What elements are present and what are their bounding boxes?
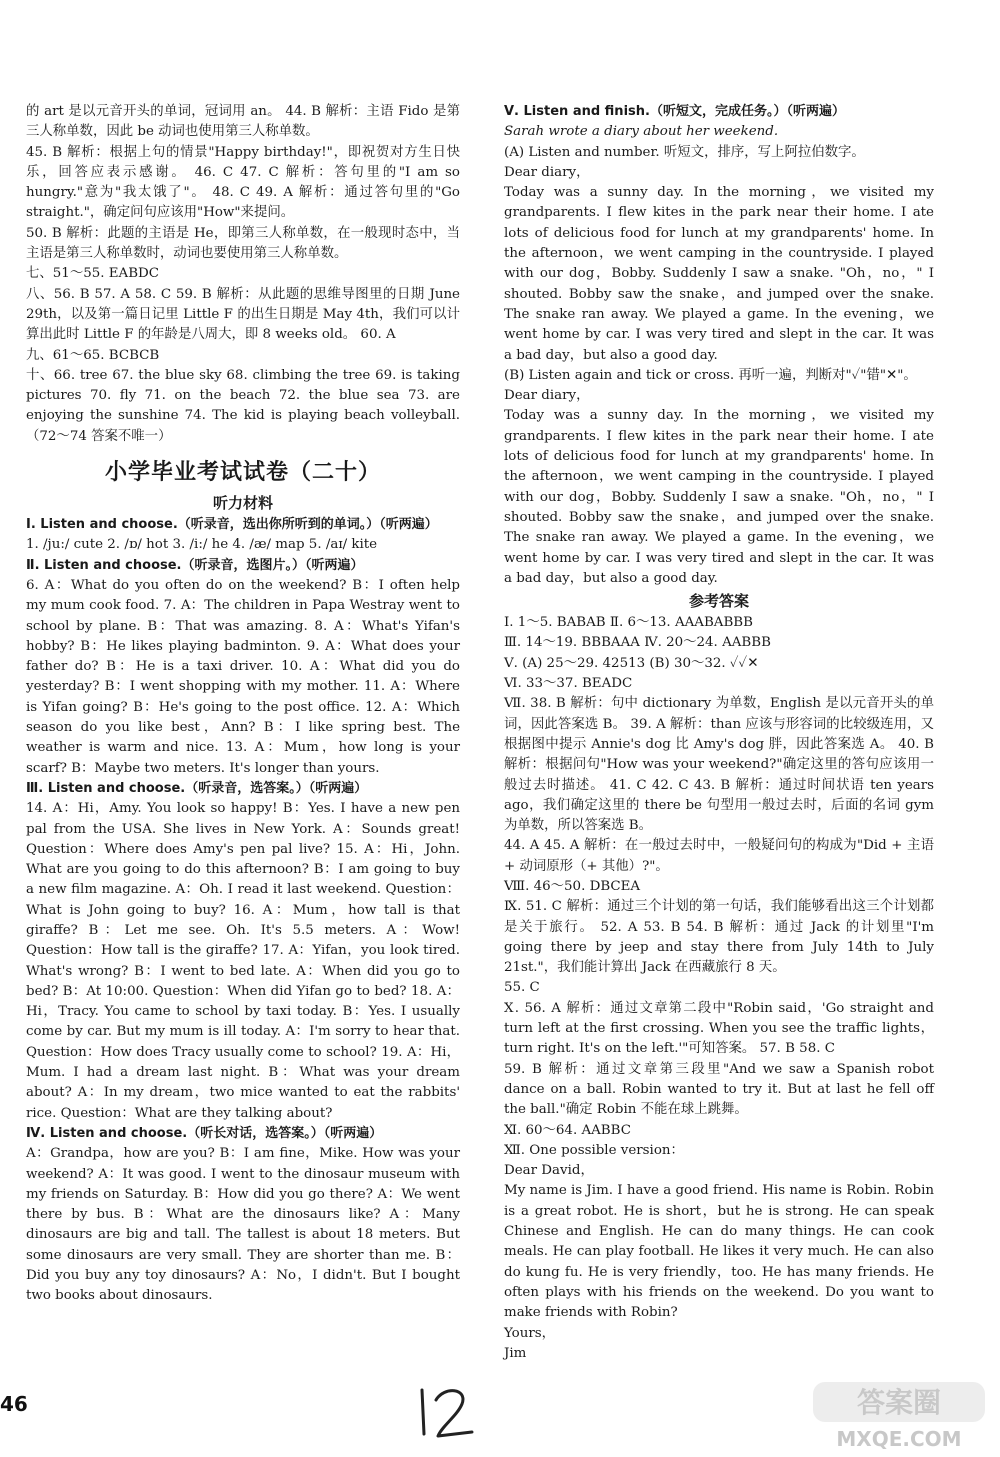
- answer-paragraph: 七、51～55. EABDC: [26, 266, 160, 282]
- answer-paragraph: Ⅰ. 1～5. BABAB Ⅱ. 6～13. AAABABBB: [504, 615, 753, 631]
- section-v-heading: Ⅴ. Listen and finish.（听短文，完成任务。）（听两遍）: [504, 104, 845, 119]
- answer-paragraph: 50. B 解析：此题的主语是 He，即第三人称单数，在一般现时态中，当主语是第三人称单数时，动词也要使用第三人称单数。: [26, 225, 460, 262]
- answer-paragraph: 九、61～65. BCBCB: [26, 347, 160, 363]
- diary-body: Today was a sunny day. In the morning，we visited my grandparents. I flew kites in the park near their home. I ate lots of delicious food for lunch at my grandparents' home. In the afternoon，we went camping in the countryside. I played with our dog，Bobby. Suddenly I saw a snake. "Oh，no，" I shouted. Bobby saw the snake，and jumped over the snake. The snake ran away. We played a game. In the evening，we went home by car. I was very tired and slept in the car. It was a bad day，but also a good day.: [504, 408, 934, 586]
- letter-closing: Yours，: [504, 1325, 556, 1341]
- answer-paragraph: 55. C: [504, 980, 540, 996]
- section-heading-3: Ⅲ. Listen and choose.（听录音，选答案。）（听两遍）: [26, 780, 368, 796]
- answers-title: 参考答案: [688, 592, 749, 611]
- section-heading-1: Ⅰ. Listen and choose.（听录音，选出你所听到的单词。）（听两遍）: [26, 517, 438, 533]
- left-column: [26, 102, 460, 1307]
- answer-paragraph: 45. B 解析：根据上句的情景"Happy birthday!"，即祝贺对方生日快乐，回答应表示感谢。 46. C 47. C 解析：答句里的"I am so hungry."意为"我太饿了"。 48. C 49. A 解析：通过答句里的"Go straight."，确定问句应该用"How"来提问。: [26, 144, 460, 221]
- section-heading-2: Ⅱ. Listen and choose.（听录音，选图片。）（听两遍）: [26, 557, 364, 573]
- answer-paragraph: Ⅲ. 14～19. BBBAAA Ⅳ. 20～24. AABBB: [504, 635, 771, 651]
- answer-paragraph: Ⅺ. 60～64. AABBC: [504, 1122, 631, 1138]
- answer-paragraph: Ⅴ. (A) 25～29. 42513 (B) 30～32. ✓✓✕: [504, 655, 759, 671]
- part-b-instruction: (B) Listen again and tick or cross. 再听一遍，判断对"✓"错"✕"。: [504, 367, 917, 383]
- diary-greeting: Dear diary，: [504, 388, 590, 404]
- diary-body: Today was a sunny day. In the morning，we visited my grandparents. I flew kites in the park near their home. I ate lots of delicious food for lunch at my grandparents' home. In the afternoon，we went camping in the countryside. I played with our dog，Bobby. Suddenly I saw a snake. "Oh，no，" I shouted. Bobby saw the snake，and jumped over the snake. The snake ran away. We played a game. In the evening，we went home by car. I was very tired and slept in the car. It was a bad day，but also a good day.: [504, 185, 934, 363]
- exam-title: 小学毕业考试试卷（二十）: [104, 460, 381, 486]
- right-column: [504, 102, 934, 1364]
- answer-paragraph: 八、56. B 57. A 58. C 59. B 解析：从此题的思维导图里的日期 June 29th，以及第一篇日记里 Little F 的出生日期是 May 4th，我们可以计算出此时 Little F 的年龄是八周大，即 8 weeks old。 60. A: [26, 286, 460, 343]
- section-text-1: 1. /ju:/ cute 2. /ɒ/ hot 3. /i:/ he 4. /æ/ map 5. /aɪ/ kite: [26, 537, 378, 553]
- letter-signature: Jim: [504, 1345, 527, 1361]
- answer-paragraph: Ⅷ. 46～50. DBCEA: [504, 878, 641, 894]
- answer-paragraph: 44. A 45. A 解析：在一般过去时中，一般疑问句的构成为"Did + 主语 + 动词原形（+ 其他）?"。: [504, 838, 934, 874]
- answer-paragraph: Ⅸ. 51. C 解析：通过三个计划的第一句话，我们能够看出这三个计划都是关于旅行。 52. A 53. B 54. B 解析：通过 Jack 的计划里"I'm going there by jeep and stay there from July 14th to July 21st."，我们能计算出 Jack 在西藏旅行 8 天。: [504, 899, 934, 976]
- handwritten-12-mark: [412, 1382, 478, 1442]
- section-text-3: 14. A：Hi，Amy. You look so happy! B：Yes. I have a new pen pal from the USA. She lives in New York. A：Sounds great! Question：Where does Amy's pen pal live? 15. A：Hi，John. What are you going to do this afternoon? B：I am going to buy a new film magazine. A：Oh. I read it last weekend. Question：What is John going to buy? 16. A：Mum，how tall is that giraffe? B：Let me see. Oh. It's 5.5 meters. A：Wow! Question：How tall is the giraffe? 17. A：Yifan，you look tired. What's wrong? B：I went to bed late. A：When did you go to bed? B：At 10:00. Question：When did Yifan go to bed? 18. A：Hi，Tracy. You came to school by taxi today. B：Yes. I usually come by car. But my mum is ill today. A：I'm sorry to hear that. Question：How does Tracy usually come to school? 19. A：Hi，Mum. I had a dream last night. B：What was your dream about? A：In my dream，two mice wanted to eat the rabbits' rice. Question：What are they talking about?: [26, 801, 460, 1121]
- answer-paragraph: 59. B 解析：通过文章第三段里"And we saw a Spanish robot dance on a ball. Robin wanted to try it. But at last he fell off the ball."确定 Robin 不能在球上跳舞。: [504, 1061, 934, 1118]
- section-v-prompt: Sarah wrote a diary about her weekend.: [504, 124, 779, 140]
- answer-paragraph: 的 art 是以元音开头的单词，冠词用 an。 44. B 解析：主语 Fido 是第三人称单数，因此 be 动词也使用第三人称单数。: [26, 104, 460, 140]
- part-a-instruction: (A) Listen and number. 听短文，排序，写上阿拉伯数字。: [504, 144, 865, 160]
- answer-paragraph: 十、66. tree 67. the blue sky 68. climbing the tree 69. is taking pictures 70. fly 71. on the beach 72. the blue sea 73. are enjoying the sunshine 74. The kid is playing beach volleyball.（72～74 答案不唯一）: [26, 367, 460, 444]
- answer-paragraph: Ⅹ. 56. A 解析：通过文章第二段中"Robin said，'Go straight and turn left at the first crossing. When you see the traffic lights，turn right. It's on the left.'"可知答案。 57. B 58. C: [504, 1000, 934, 1057]
- page-number: 46: [0, 1392, 28, 1416]
- answer-paragraph: Ⅻ. One possible version：: [504, 1142, 684, 1158]
- svg-text:答案圈: 答案圈: [856, 1386, 942, 1419]
- watermark-logo-icon: [805, 1378, 995, 1453]
- letter-greeting: Dear David，: [504, 1163, 594, 1179]
- diary-greeting: Dear diary，: [504, 164, 590, 180]
- listening-title: 听力材料: [212, 494, 273, 513]
- letter-body: My name is Jim. I have a good friend. His name is Robin. Robin is a great robot. He is short，but he is strong. He can speak Chinese and English. He can do many things. He can cook meals. He can play football. He likes it very much. He can also do kung fu. He is very friendly，too. He has many friends. He often plays with his friends on the weekend. Do you want to make friends with Robin?: [504, 1183, 934, 1321]
- answer-paragraph: Ⅶ. 38. B 解析：句中 dictionary 为单数，English 是以元音开头的单词，因此答案选 B。 39. A 解析：than 应该与形容词的比较级连用，又根据图中提示 Annie's dog 比 Amy's dog 胖，因此答案选 A。 40. B 解析：根据问句"How was your weekend?"确定这里的答句应该用一般过去时描述。 41. C 42. C 43. B 解析：通过时间状语 ten years ago，我们确定这里的 there be 句型用一般过去时，后面的名词 gym 为单数，所以答案选 B。: [504, 696, 934, 834]
- svg-text:MXQE.COM: MXQE.COM: [836, 1427, 962, 1451]
- section-text-4: A：Grandpa，how are you? B：I am fine，Mike. How was your weekend? A：It was good. I went to the dinosaur museum with my friends on Saturday. B：How did you go there? A：We went there by bus. B：What are the dinosaurs like? A：Many dinosaurs are big and tall. The tallest is about 18 meters. But some dinosaurs are very small. They are shorter than me. B：Did you buy any toy dinosaurs? A：No，I didn't. But I bought two books about dinosaurs.: [26, 1146, 460, 1304]
- section-heading-4: Ⅳ. Listen and choose.（听长对话，选答案。）（听两遍）: [26, 1125, 383, 1141]
- answer-paragraph: Ⅵ. 33～37. BEADC: [504, 676, 633, 692]
- section-text-2: 6. A：What do you often do on the weekend? B：I often help my mum cook food. 7. A：The children in Papa Westray went to school by plane. B：That was amazing. 8. A：What's Yifan's hobby? B：He likes playing badminton. 9. A：What does your father do? B：He is a taxi driver. 10. A：What did you do yesterday? B：I went shopping with my mother. 11. A：Where is Yifan going? B：He's going to the post office. 12. A：Which season do you like best，Ann? B：I like spring best. The weather is warm and nice. 13. A：Mum，how long is your scarf? B：Maybe two meters. It's longer than yours.: [26, 577, 460, 776]
